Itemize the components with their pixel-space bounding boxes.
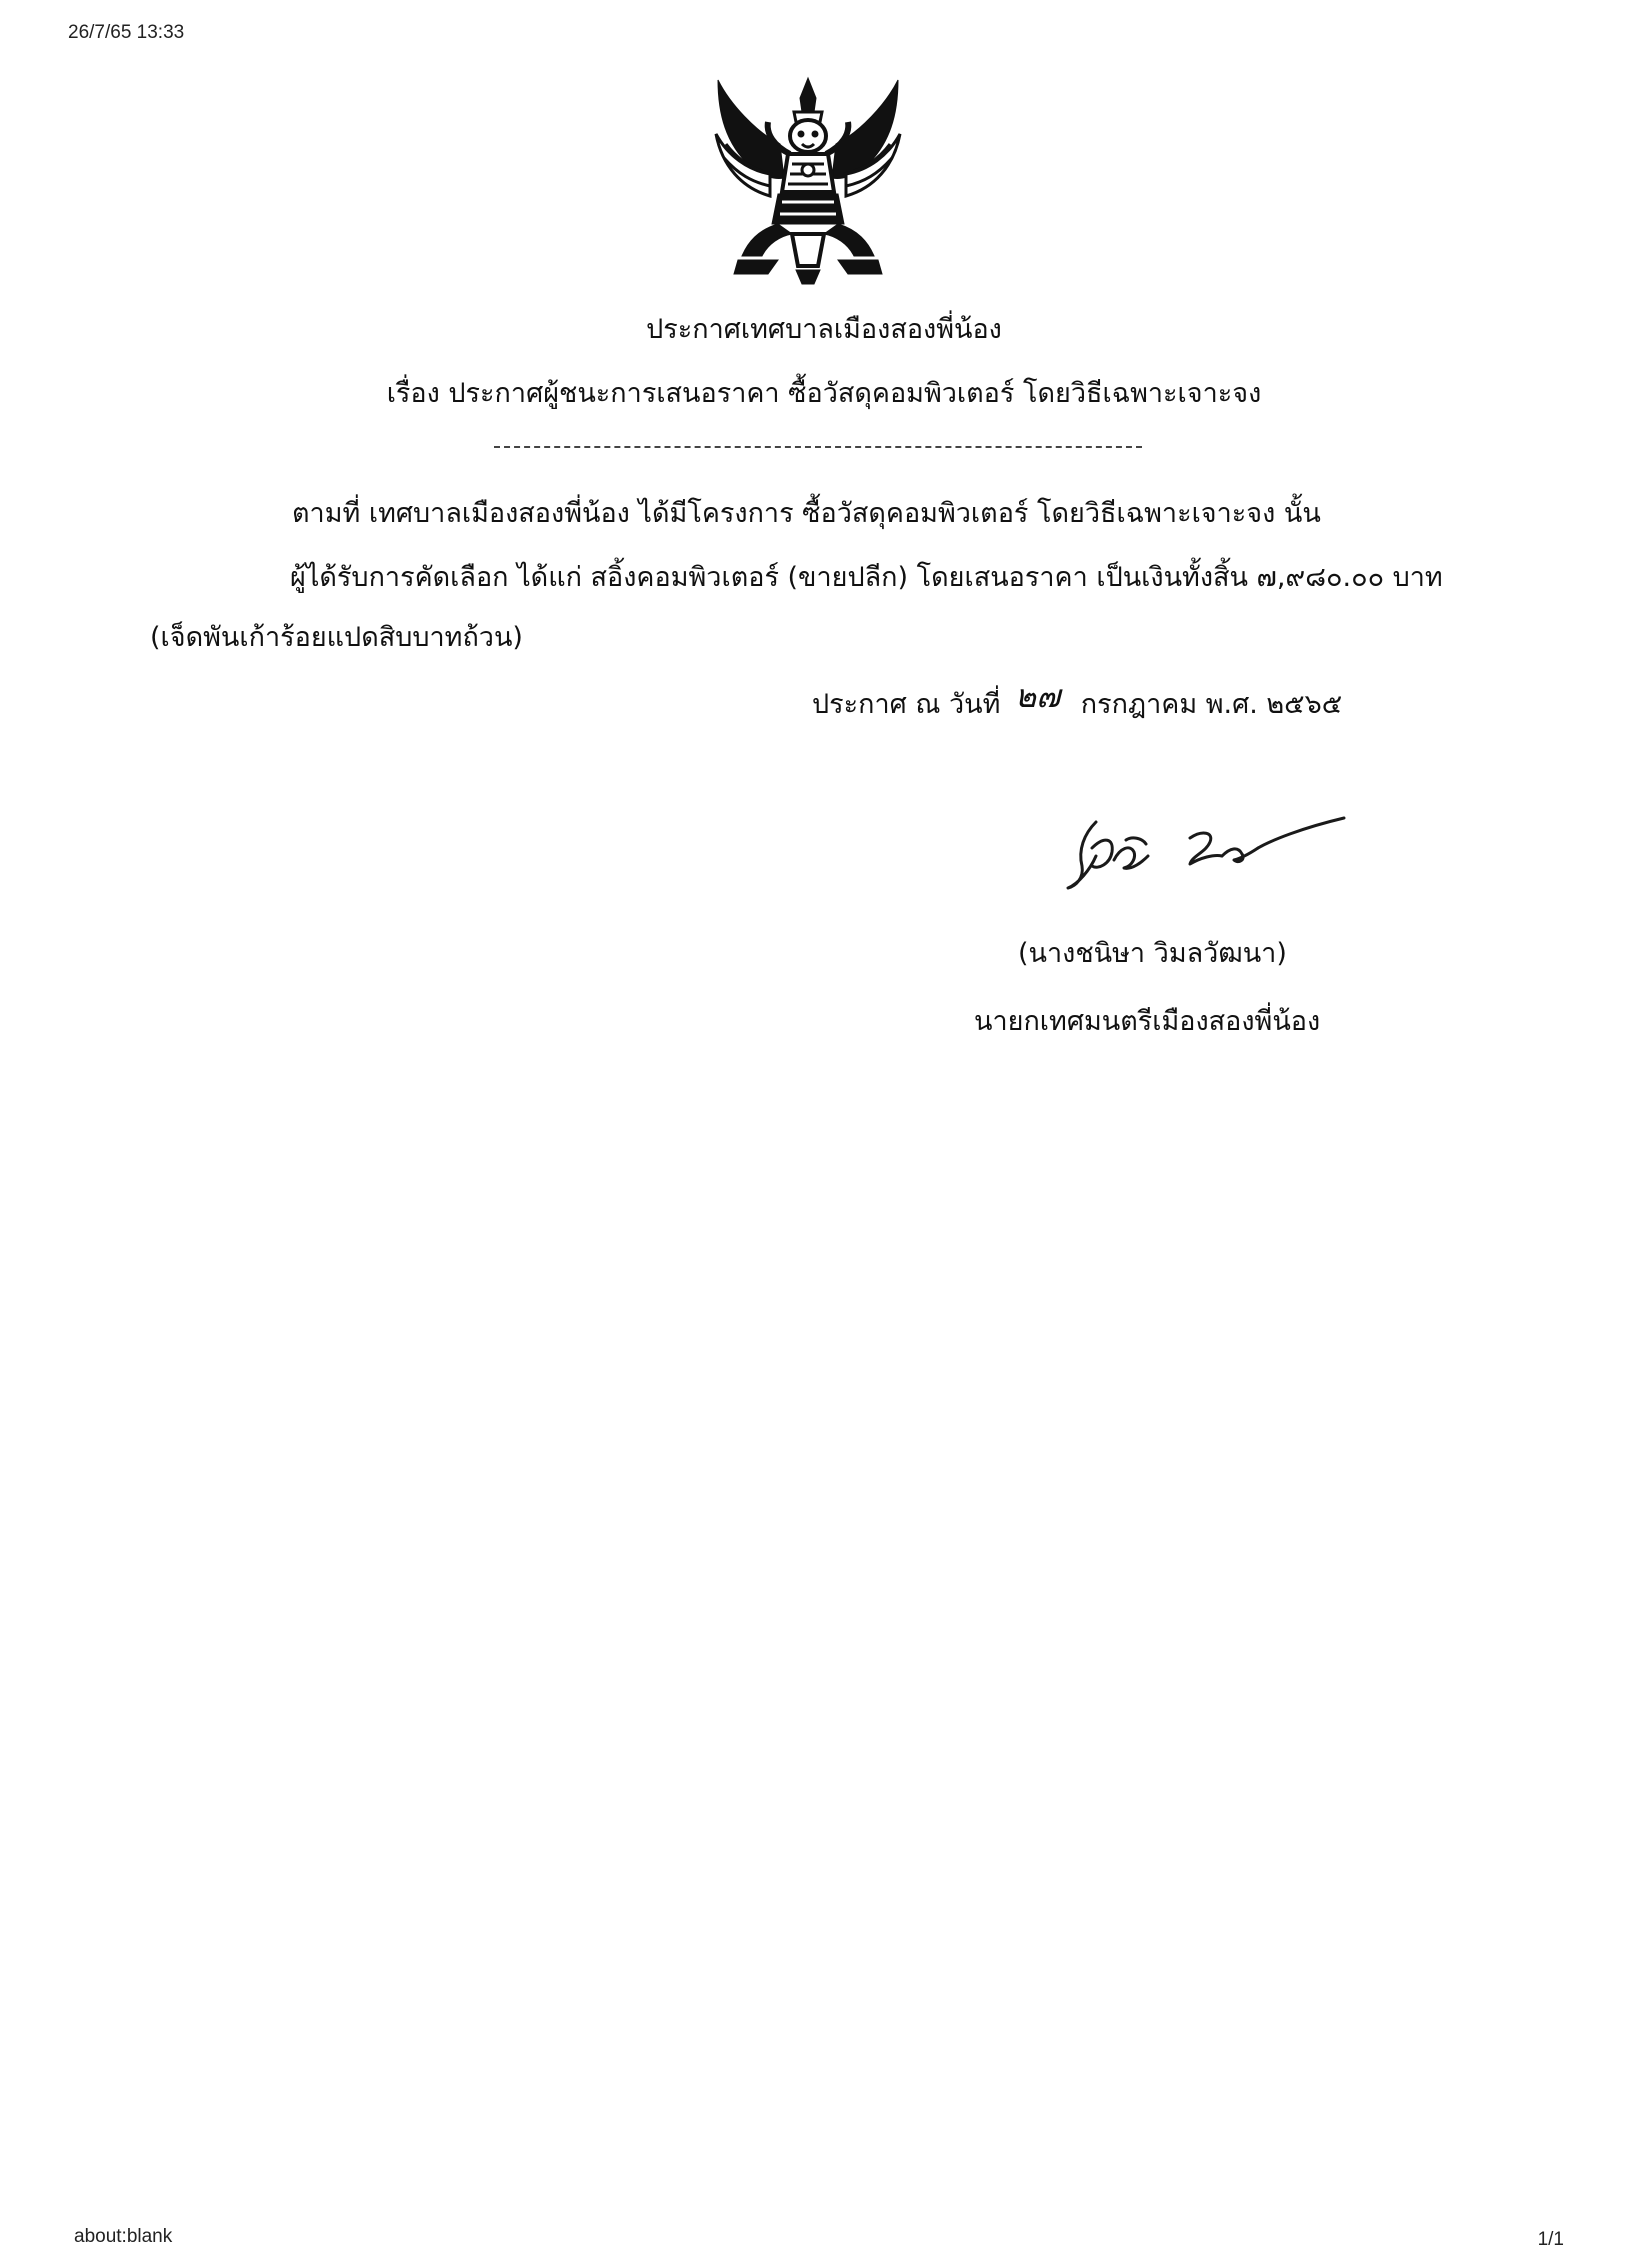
announcement-month-year: กรกฎาคม พ.ศ. ๒๕๖๕ — [1080, 689, 1343, 720]
signer-position: นายกเทศมนตรีเมืองสองพี่น้อง — [974, 1006, 1321, 1037]
body-line-2: ผู้ได้รับการคัดเลือก ได้แก่ สอิ้งคอมพิวเตอร์ (ขายปลีก) โดยเสนอราคา เป็นเงินทั้งสิ้น ๗,๙๘๐.๐๐ บาท — [290, 562, 1443, 593]
print-datetime: 26/7/65 13:33 — [68, 22, 185, 43]
print-url: about:blank — [74, 2226, 173, 2247]
body-line-3: (เจ็ดพันเก้าร้อยแปดสิบบาทถ้วน) — [150, 622, 523, 653]
announcement-prefix: ประกาศ ณ วันที่ — [812, 689, 1001, 720]
garuda-emblem-icon — [708, 74, 908, 286]
signer-name: (นางชนิษา วิมลวัฒนา) — [1018, 938, 1287, 969]
handwritten-signature — [1062, 800, 1352, 900]
divider — [494, 446, 1142, 448]
announcement-day: ๒๗ — [1015, 677, 1061, 715]
body-line-1: ตามที่ เทศบาลเมืองสองพี่น้อง ได้มีโครงการ ซื้อวัสดุคอมพิวเตอร์ โดยวิธีเฉพาะเจาะจง นั้น — [292, 498, 1321, 529]
document-title: ประกาศเทศบาลเมืองสองพี่น้อง — [646, 314, 1002, 345]
announcement-date — [812, 677, 1343, 725]
document-subject: เรื่อง ประกาศผู้ชนะการเสนอราคา ซื้อวัสดุคอมพิวเตอร์ โดยวิธีเฉพาะเจาะจง — [386, 378, 1262, 409]
print-page-number: 1/1 — [1537, 2229, 1564, 2250]
